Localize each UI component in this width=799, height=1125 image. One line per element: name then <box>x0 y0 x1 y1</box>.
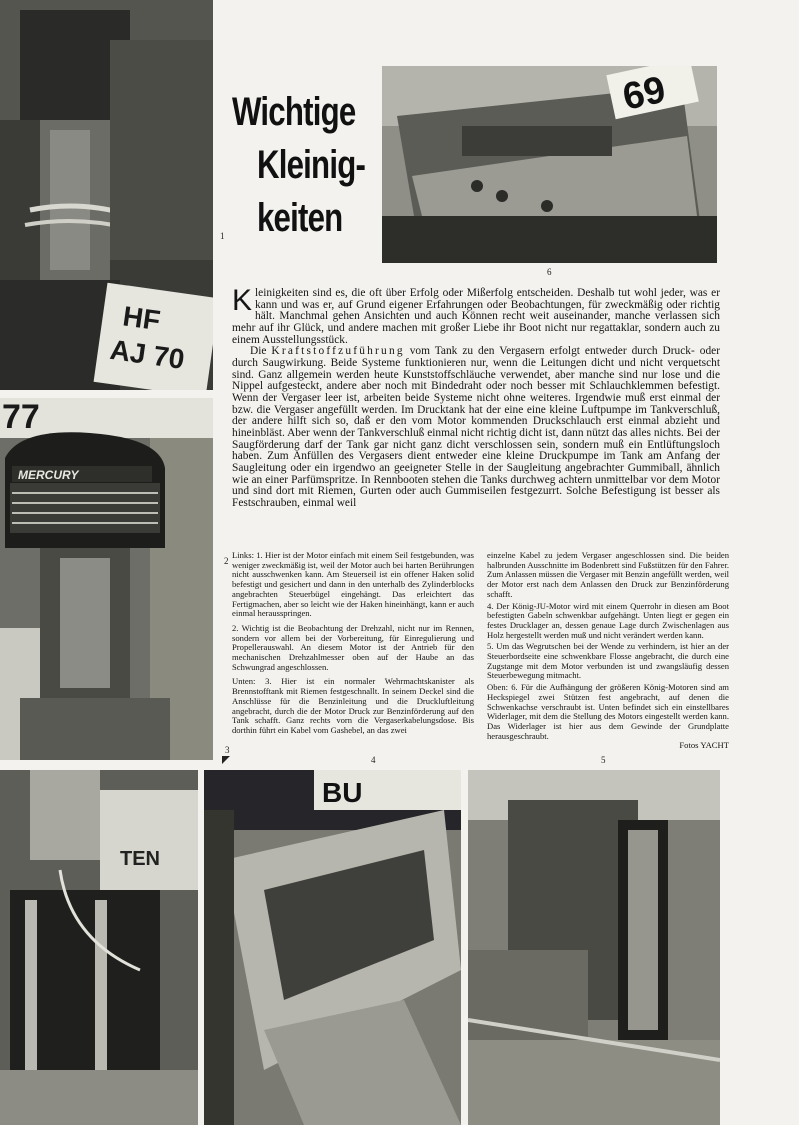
photo-3-fuel-tank <box>0 770 198 1125</box>
figure-number-1: 1 <box>220 231 225 241</box>
caption-2: 2. Wichtig ist die Beobachtung der Drehzahl, nicht nur im Rennen, sondern vor allem bei der Vorbereitung, für Einregulierung und Propellerauswahl. An diesem Motor ist der Antrieb für den mechanischen Drehzahlmesser oben auf der Haube an das Schwungrad angeschlossen. <box>232 622 474 672</box>
boat-letters: BU <box>322 777 363 808</box>
paragraph-2-rest: vom Tank zu den Vergasern erfolgt entweder durch Druck- oder durch Saugwirkung. Beide Systeme funktionieren nur, wenn die Leitungen dicht und nicht verquetscht sind. Ganz allgemein werden heute Kunststoffschläuche verwendet, aber manche sind nur lose und die Nippel aufgesteckt, andere aber noch mit Bindedraht oder noch besser mit Schlauchklemmen befestigt. Wenn der Vergaser leer ist, arbeiten beide Systeme nicht ohne weiteres. Irgendwie muß erst einmal der bzw. die Vergaser angefüllt werden. Im Drucktank hat der eine eine kleine Luftpumpe im Tankverschluß, der andere hilft sich so, daß er den vom Motor kommenden Druckschlauch erst einmal abzieht und hineinbläst. Aber wenn der Tankverschluß einmal nicht richtig dicht ist, dann nützt das alles nichts. Bei der Saugförderung darf der Tank gar nicht ganz dicht verschlossen sein, sondern muß ein Entlüftungsloch haben. Zum Anfüllen des Vergasers dient entweder eine kleine Druckpumpe im Tank am Anfang der Saugleitung oder ein irgendwo an geeigneter Stelle in der Saugleitung angebrachter Gummiball, ähnlich wie an einer Parfümspritze. In Rennbooten stehen die Tanks durchweg achtern unmittelbar vor dem Motor und sind dort mit Riemen, Gurten oder auch Gummiseilen festgezurrt. Solche Befestigung ist besser als Festschrauben, einmal weil <box>232 345 720 509</box>
plate-line2: AJ 70 <box>108 333 187 375</box>
figure-number-3: 3 <box>225 745 230 755</box>
boat-number: 69 <box>619 68 670 119</box>
tank-label: TEN <box>120 848 160 870</box>
photo-1-motor-rope <box>0 0 213 390</box>
title-line-2: Kleinig- <box>256 143 366 187</box>
photo-credit: Fotos YACHT <box>679 740 729 751</box>
drop-cap: K <box>232 284 253 317</box>
paragraph-2 <box>232 346 720 509</box>
paragraph-1-text: leinigkeiten sind es, die oft über Erfolg oder Mißerfolg entscheiden. Deshalb tut wohl jeder, was er kann und was er, auf Grund eigener Erfahrungen oder Beobachtungen, für zweckmäßig oder richtig hält. Manchmal gehen Ansichten und auch Können recht weit auseinander, manche verlassen sich mehr auf ihr Glück, und andere machen mit großer Liebe ihr Boot nicht nur regattaklar, sondern auch zu einem Ausstellungsstück. <box>232 287 720 346</box>
page-title <box>232 86 366 245</box>
engine-brand: MERCURY <box>18 468 79 482</box>
article-body <box>232 284 720 509</box>
caption-1: Links: 1. Hier ist der Motor einfach mit einem Seil festgebunden, was weniger zweckmäßig ist, weil der Motor auch bei harten Berührungen nicht ausschwenken kann. Am Steuerseil ist ein offener Haken solid befestigt und gesichert und dann in den unterhalb des Zylinderblocks angebrachten Steuerbügel eingehängt. Das erleichtert das Fertigmachen, aber so leicht wie der Haken hineinhängt, kann er auch einmal herausspringen. <box>232 550 474 619</box>
caption-4: einzelne Kabel zu jedem Vergaser angeschlossen sind. Die beiden halbrunden Ausschnitte im Bodenbrett sind Fußstützen für den Fahrer. Zum Anlassen müssen die Vergaser mit Benzin angefüllt werden, weil der Motor erst nach dem Anlassen den Druck zur Benzinförderung schafft. <box>487 550 729 599</box>
photo-6-boat-stern <box>382 66 717 263</box>
figure-number-6: 6 <box>547 267 552 277</box>
photo-2-mercury-engine <box>0 398 213 760</box>
caption-column-left <box>232 551 474 741</box>
paragraph-2-spaced-term: Kraftstoffzuführung <box>271 345 405 358</box>
photo-4-motor-mount <box>204 770 461 1125</box>
paragraph-2-start: Die <box>250 345 272 358</box>
paragraph-1 <box>232 284 720 346</box>
corner-arrow-icon <box>222 756 230 764</box>
top-number: 77 <box>2 398 40 436</box>
caption-3: Unten: 3. Hier ist ein normaler Wehrmachtskanister als Brennstofftank mit Riemen festgeschnallt. In seinem Deckel sind die Anschlüsse für die Benzinleitung und die Druckluftleitung angebracht, durch die der Motor Druck zur Benzinförderung auf den Tank schafft. Ganz rechts vorn die Vergaserkabelungsdose. Bis dorthin führt ein Kabel vom Gashebel, an das zwei <box>232 676 474 735</box>
caption-7-text: Oben: 6. Für die Aufhängung der größeren König-Motoren sind am Heckspiegel zwei Stützen fest angebracht, auf denen die Schwenkachse verschraubt ist. Unten befindet sich ein einstellbares Widerlager, mit dem die Stellung des Motors eingestellt werden kann. Das Widerlager ist hier aus dem Gewinde der Grundplatte herausgeschraubt. <box>487 682 729 741</box>
caption-7 <box>487 683 729 751</box>
caption-column-right <box>487 551 729 751</box>
figure-number-5: 5 <box>601 755 606 765</box>
caption-6: 5. Um das Wegrutschen bei der Wende zu verhindern, ist hier an der Steuerbordseite eine schwenkbare Flosse angebracht, die durch eine Zugstange mit dem Motor verbunden ist und zwangsläufig dessen Steuerbewegung mitmacht. <box>487 641 729 681</box>
plate-line1: HF <box>120 300 163 337</box>
title-line-1: Wichtige <box>232 90 356 134</box>
figure-number-4: 4 <box>371 755 376 765</box>
photo-5-steering-fin <box>468 770 720 1125</box>
title-line-3: keiten <box>256 196 343 240</box>
figure-number-2: 2 <box>224 556 229 566</box>
caption-5: 4. Der König-JU-Motor wird mit einem Querrohr in diesen am Boot befestigten Gabeln schwenkbar aufgehängt. Unten liegt er gegen ein festes Drucklager an, dessen genaue Lage durch Zwischenlagen aus Holz hergestellt werden muß und nicht verändert werden kann. <box>487 600 729 640</box>
